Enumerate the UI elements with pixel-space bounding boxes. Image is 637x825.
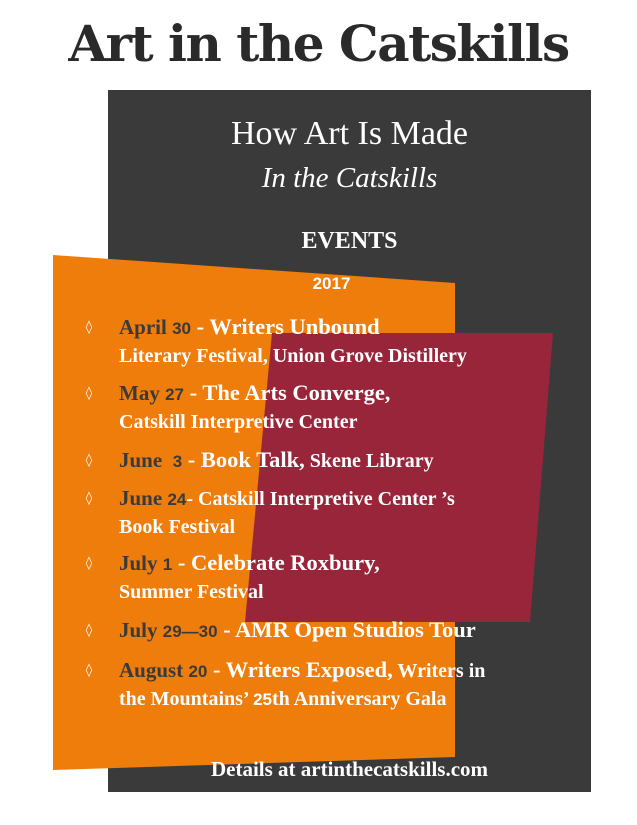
event-text <box>119 314 599 369</box>
event-date: July 29—30 <box>119 618 218 642</box>
event-detail: Summer Festival <box>119 581 264 603</box>
event-date: April 30 <box>119 315 192 339</box>
diamond-bullet-icon: ◊ <box>85 663 93 678</box>
event-date: June 24 <box>119 486 187 510</box>
event-detail: Writers in <box>392 660 486 682</box>
poster-title: Art in the Catskills <box>68 14 569 73</box>
event-date: May 27 <box>119 381 184 405</box>
event-text <box>119 447 599 475</box>
event-text <box>119 550 599 605</box>
event-detail: Book Festival <box>119 516 236 538</box>
event-title: - Celebrate Roxbury, <box>172 550 380 575</box>
event-text <box>119 617 599 645</box>
event-date: July 1 <box>119 551 173 575</box>
event-text <box>119 657 599 713</box>
diamond-bullet-icon: ◊ <box>85 453 93 468</box>
event-detail: Literary Festival, Union Grove Distillery <box>119 345 467 367</box>
event-title: - Writers Exposed, <box>207 657 393 682</box>
event-title: - AMR Open Studios Tour <box>217 617 476 642</box>
diamond-bullet-icon: ◊ <box>85 320 93 335</box>
event-detail: Skene Library <box>304 450 434 472</box>
event-date: June 3 <box>119 448 183 472</box>
event-detail: Catskill Interpretive Center <box>119 411 358 433</box>
diamond-bullet-icon: ◊ <box>85 491 93 506</box>
subtitle-in-the-catskills: In the Catskills <box>261 162 438 194</box>
event-date: August 20 <box>119 658 208 682</box>
diamond-bullet-icon: ◊ <box>85 623 93 638</box>
event-text <box>119 485 599 540</box>
footer-website: Details at artinthecatskills.com <box>210 757 489 781</box>
subtitle-how-art-is-made: How Art Is Made <box>230 115 469 152</box>
event-title: - Catskill Interpretive Center ’s <box>186 488 455 510</box>
events-year: 2017 <box>312 274 351 293</box>
event-title: - Writers Unbound <box>191 314 380 339</box>
event-text <box>119 380 599 435</box>
event-detail-line2: the Mountains’ 25th Anniversary Gala <box>119 688 447 710</box>
diamond-bullet-icon: ◊ <box>85 386 93 401</box>
diamond-bullet-icon: ◊ <box>85 556 93 571</box>
events-heading: EVENTS <box>301 228 398 254</box>
event-title: - The Arts Converge, <box>184 380 391 405</box>
event-title: - Book Talk, <box>182 447 305 472</box>
